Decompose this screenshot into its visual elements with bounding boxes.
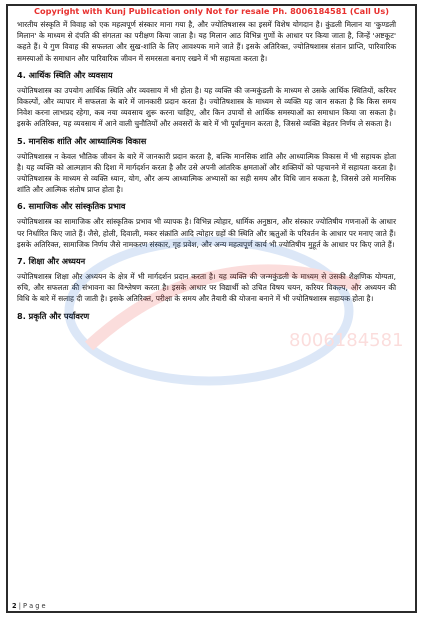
- section-8: [9, 311, 414, 322]
- watermark-phone: 8006184581: [289, 330, 404, 351]
- section-body: ज्योतिषशास्त्र का उपयोग आर्थिक स्थिति और व्यवसाय में भी होता है। यह व्यक्ति की जन्मकुंडली के माध्यम से उसके आर्थिक स्थितियों, करियर विकल्पों, और व्यापार में सफलता के बारे में जानकारी प्रदान करता है। ज्योतिषशास्त्र के माध्यम से व्यक्ति यह जान सकता है कि किस समय निवेश करना लाभप्रद रहेगा, कब नया व्यवसाय शुरू करना चाहिए, और किन उपायों से आर्थिक समस्याओं का समाधान किया जा सकता है। इसके अतिरिक्त, यह व्यवसाय में आने वाली चुनौतियों और अवसरों के बारे में भी पूर्वानुमान करता है, जिससे व्यक्ति बेहतर निर्णय ले सकता है।: [17, 85, 396, 129]
- copyright-header: Copyright with Kunj Publication only Not for resale Ph. 8006184581 (Call Us): [34, 6, 389, 16]
- intro-paragraph: भारतीय संस्कृति में विवाह को एक महत्वपूर्ण संस्कार माना गया है, और ज्योतिषशास्त्र का इसमें विशेष योगदान है। कुंडली मिलान या 'कुण्डली मिलान' के माध्यम से दंपति की संगतता का परीक्षण किया जाता है। यह मिलान आठ विभिन्न गुणों के आधार पर किया जाता है, जिन्हें 'अष्टकूट' कहते हैं। ये गुण विवाह की सफलता और सुख-शांति के लिए आवश्यक माने जाते हैं। इसके अतिरिक्त, ज्योतिषशास्त्र संतान प्राप्ति, पारिवारिक समस्याओं के समाधान और पारिवारिक जीवन में समरसता बनाए रखने में भी सहायता करता है।: [17, 20, 396, 63]
- page-content: [9, 6, 414, 609]
- section-heading: 5. मानसिक शांति और आध्यात्मिक विकास: [17, 135, 147, 146]
- section-body: ज्योतिषशास्त्र का सामाजिक और सांस्कृतिक प्रभाव भी व्यापक है। विभिन्न त्योहार, धार्मिक अनुष्ठान, और संस्कार ज्योतिषीय गणनाओं के आधार पर निर्धारित किए जाते हैं। जैसे, होली, दिवाली, मकर संक्रांति आदि त्योहार ग्रहों की स्थिति और ऋतुओं के परिवर्तन के आधार पर मनाए जाते हैं। इसके अतिरिक्त, सामाजिक निर्णय जैसे नामकरण संस्कार, गृह प्रवेश, और अन्य महत्वपूर्ण कार्य भी ज्योतिषीय मुहूर्त के आधार पर किए जाते हैं।: [17, 217, 396, 249]
- section-5: [9, 136, 414, 196]
- section-heading: 8. प्रकृति और पर्यावरण: [17, 310, 90, 321]
- section-4: [9, 70, 414, 130]
- section-body: ज्योतिषशास्त्र न केवल भौतिक जीवन के बारे में जानकारी प्रदान करता है, बल्कि मानसिक शांति और आध्यात्मिक विकास में भी सहायक होता है। यह व्यक्ति को आत्मज्ञान की दिशा में मार्गदर्शन करता है और उसे अपनी आंतरिक क्षमताओं और शक्तियों को पहचानने में सहायता करता है। ज्योतिषशास्त्र के माध्यम से व्यक्ति ध्यान, योग, और अन्य आध्यात्मिक अभ्यासों का सही समय और विधि जान सकता है, जिससे उसे मानसिक शांति और आत्मिक संतोष प्राप्त होता है।: [17, 151, 396, 195]
- section-7: [9, 256, 414, 305]
- section-6: [9, 201, 414, 250]
- section-heading: 7. शिक्षा और अध्ययन: [17, 256, 86, 267]
- section-heading: 4. आर्थिक स्थिति और व्यवसाय: [17, 69, 113, 80]
- section-heading: 6. सामाजिक और सांस्कृतिक प्रभाव: [17, 201, 126, 212]
- section-body: ज्योतिषशास्त्र शिक्षा और अध्ययन के क्षेत्र में भी मार्गदर्शन प्रदान करता है। यह व्यक्ति की जन्मकुंडली के माध्यम से उसकी शैक्षणिक योग्यता, रुचि, और सफलता की संभावना का विश्लेषण करता है। इसके आधार पर विद्यार्थी को उचित विषय चयन, करियर विकल्प, और अध्ययन की विधि के बारे में सलाह दी जाती है। इसके अतिरिक्त, परीक्षा के समय और तैयारी की योजना बनाने में भी ज्योतिषशास्त्र सहायक होता है।: [17, 272, 396, 304]
- page-label: | P a g e: [18, 602, 46, 610]
- page-number: 2: [12, 602, 17, 610]
- page-footer: [12, 602, 46, 610]
